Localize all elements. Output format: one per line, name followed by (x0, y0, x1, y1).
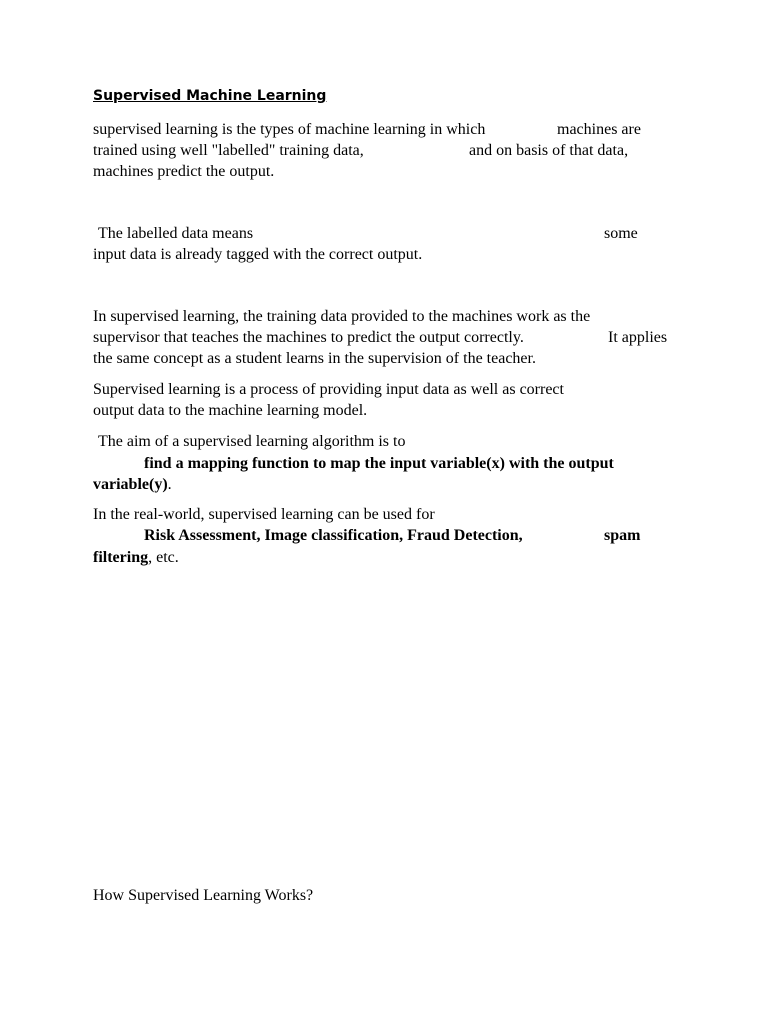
paragraph-2-line-1a: The labelled data means (98, 225, 254, 242)
paragraph-3-line-1: In supervised learning, the training data provided to the machines work as the (93, 308, 591, 325)
paragraph-3-line-2b: It applies (608, 329, 668, 346)
paragraph-3-line-2a: supervisor that teaches the machines to predict the output correctly. (93, 329, 524, 346)
paragraph-6-line-3 (93, 547, 179, 568)
paragraph-2-line-1b: some (604, 225, 638, 242)
paragraph-4-line-2: output data to the machine learning model. (93, 402, 368, 419)
paragraph-1-line-2a: trained using well "labelled" training data, (93, 142, 364, 159)
paragraph-6-line-1: In the real-world, supervised learning can be used for (93, 506, 435, 523)
paragraph-5-line-3-bold: variable(y) (93, 476, 168, 493)
paragraph-3-line-3: the same concept as a student learns in the supervision of the teacher. (93, 350, 536, 367)
paragraph-6-line-3-bold: filtering (93, 549, 149, 566)
paragraph-4-line-1: Supervised learning is a process of providing input data as well as correct (93, 381, 564, 398)
paragraph-5-line-2-bold: find a mapping function to map the input variable(x) with the output (144, 455, 614, 472)
paragraph-5-line-3 (93, 474, 172, 495)
paragraph-1-line-3: machines predict the output. (93, 163, 275, 180)
paragraph-1-line-2b: and on basis of that data, (469, 142, 629, 159)
paragraph-6-line-2-bold-b: spam (604, 527, 641, 544)
paragraph-5-line-3-tail: . (167, 476, 172, 493)
paragraph-6-line-3-tail: , etc. (148, 549, 179, 566)
paragraph-6-line-2-bold-a: Risk Assessment, Image classification, Fraud Detection, (144, 527, 523, 544)
paragraph-2-line-2: input data is already tagged with the correct output. (93, 246, 423, 263)
document-title: Supervised Machine Learning (93, 88, 327, 104)
paragraph-5-line-1: The aim of a supervised learning algorithm is to (98, 433, 406, 450)
paragraph-1-line-1a: supervised learning is the types of machine learning in which (93, 121, 486, 138)
section-subheading: How Supervised Learning Works? (93, 887, 314, 904)
paragraph-1-line-1b: machines are (557, 121, 641, 138)
